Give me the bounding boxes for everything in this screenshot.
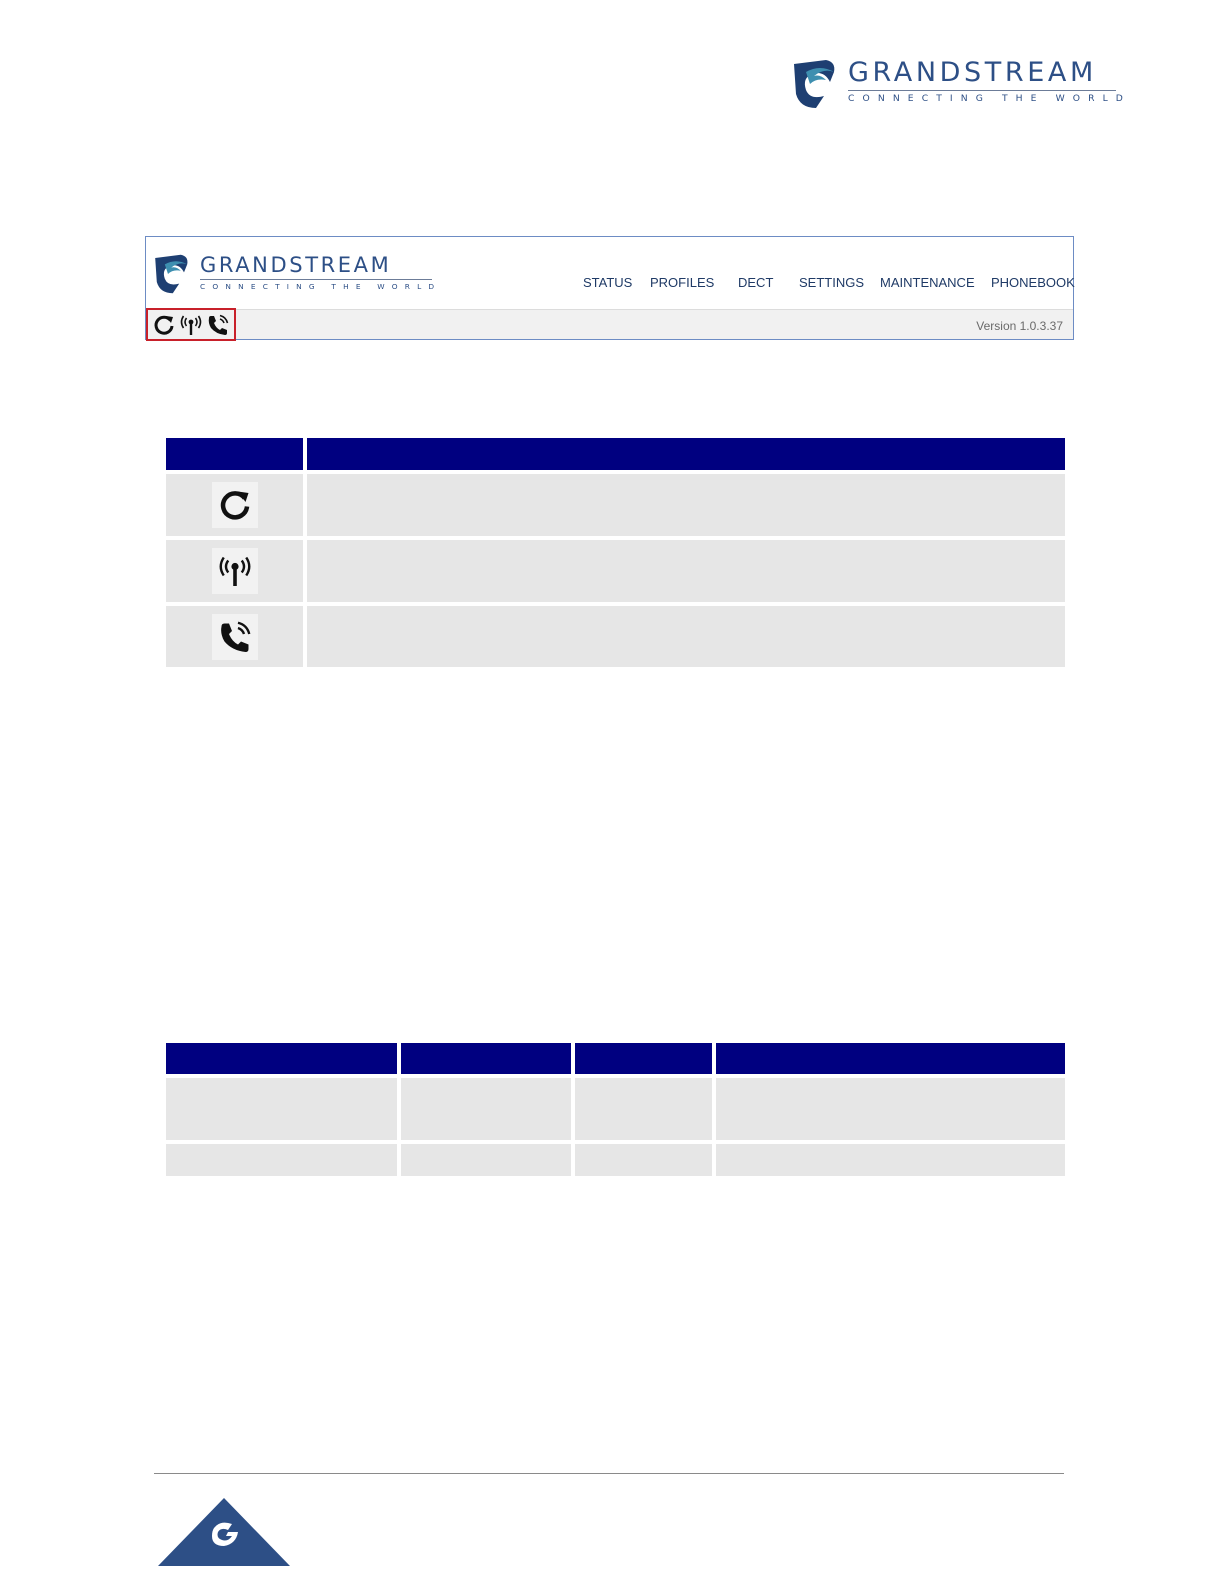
table-cell — [716, 1144, 1065, 1176]
footer-divider — [154, 1473, 1064, 1474]
refresh-icon[interactable] — [152, 313, 176, 337]
table-cell — [401, 1144, 571, 1176]
nav-maintenance[interactable]: MAINTENANCE — [880, 275, 975, 290]
logo-divider — [848, 90, 1116, 91]
phone-call-icon — [212, 614, 258, 660]
table-header-cell — [166, 1043, 397, 1074]
table-cell — [575, 1078, 712, 1140]
web-ui-brand-name: GRANDSTREAM — [200, 253, 392, 277]
grandstream-logo-icon — [152, 253, 192, 295]
main-nav — [571, 275, 1075, 293]
nav-profiles[interactable]: PROFILES — [650, 275, 715, 290]
table-header-cell — [307, 438, 1065, 470]
nav-dect[interactable]: DECT — [738, 275, 774, 290]
antenna-icon — [212, 548, 258, 594]
table-row-refresh — [166, 474, 303, 536]
web-ui-screenshot — [145, 236, 1074, 340]
table-header-cell — [575, 1043, 712, 1074]
antenna-icon[interactable] — [179, 313, 203, 337]
table-header-cell — [716, 1043, 1065, 1074]
table-cell — [401, 1078, 571, 1140]
brand-tagline: CONNECTING THE WORLD — [848, 93, 1131, 104]
logo-divider — [200, 279, 432, 280]
table-cell — [166, 1144, 397, 1176]
table-cell — [716, 1078, 1065, 1140]
toolbar-icons-highlight — [146, 308, 236, 341]
phone-call-icon[interactable] — [206, 313, 230, 337]
nav-phonebook[interactable]: PHONEBOOK — [991, 275, 1075, 290]
refresh-icon — [212, 482, 258, 528]
nav-settings[interactable]: SETTINGS — [799, 275, 865, 290]
table-header-cell — [401, 1043, 571, 1074]
table-cell-description — [307, 606, 1065, 667]
table-cell — [575, 1144, 712, 1176]
table-cell-description — [307, 474, 1065, 536]
web-ui-logo[interactable] — [152, 253, 441, 295]
brand-name: GRANDSTREAM — [848, 57, 1097, 88]
grandstream-logo-icon — [790, 58, 840, 110]
table-cell — [166, 1078, 397, 1140]
table-header-cell — [166, 438, 303, 470]
table-row-phone-call — [166, 606, 303, 667]
table-cell-description — [307, 540, 1065, 602]
nav-status[interactable]: STATUS — [583, 275, 633, 290]
page-header-logo — [790, 58, 1131, 110]
web-ui-toolbar — [146, 309, 1073, 339]
web-ui-brand-tagline: CONNECTING THE WORLD — [200, 282, 442, 291]
table-row-antenna — [166, 540, 303, 602]
firmware-version: Version 1.0.3.37 — [976, 319, 1063, 333]
grandstream-footer-icon — [158, 1498, 290, 1566]
